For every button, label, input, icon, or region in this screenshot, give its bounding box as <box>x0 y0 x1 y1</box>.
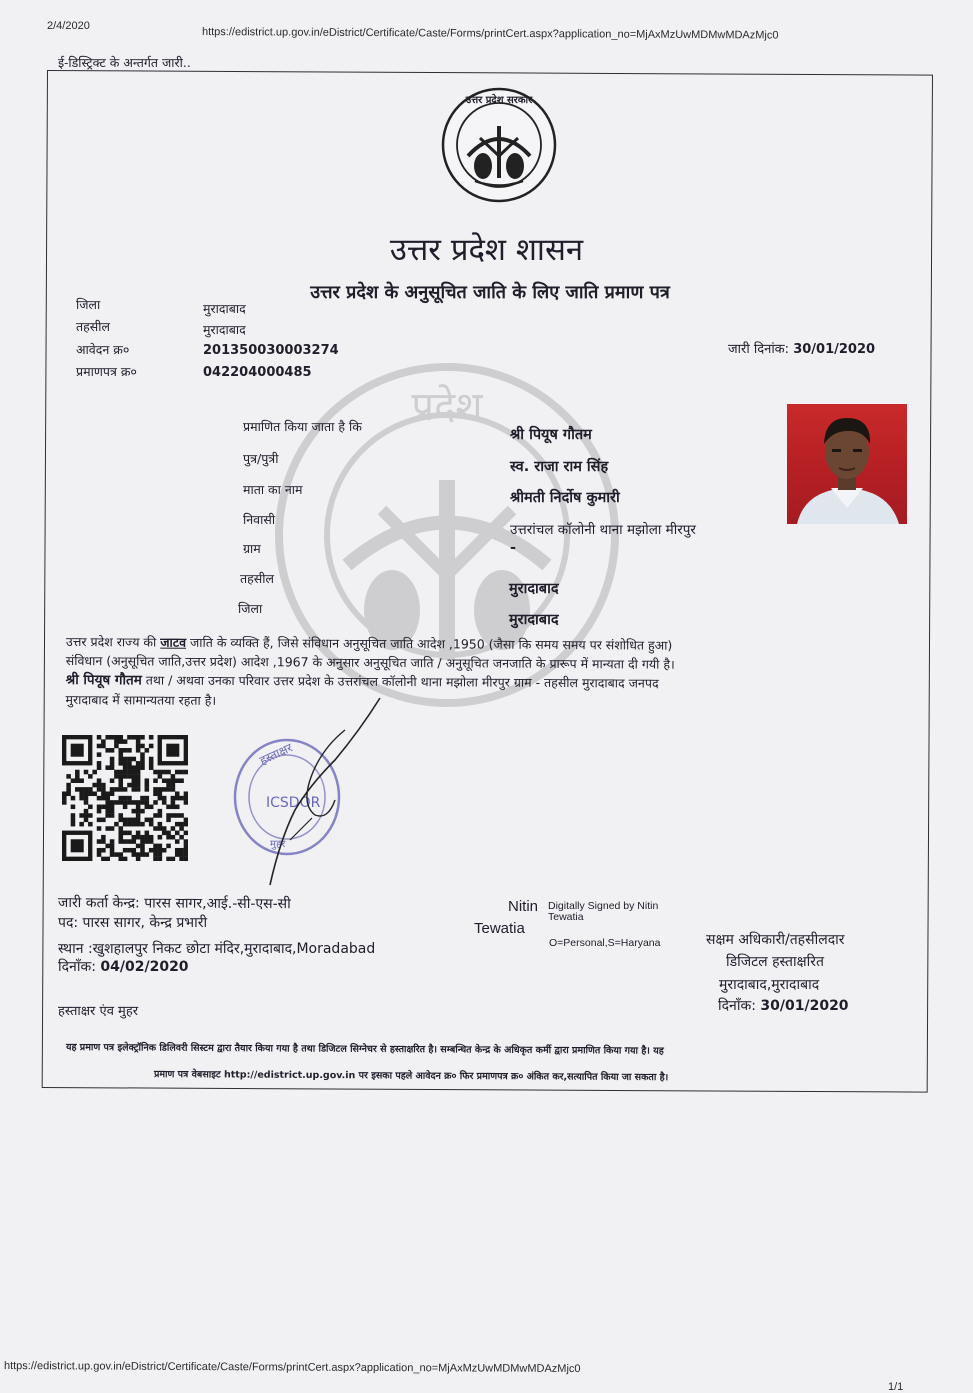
issuer-sign-label: हस्ताक्षर एंव मुहर <box>58 1004 139 1019</box>
detail-value-village: - <box>510 540 517 556</box>
issuer-date-value: 04/02/2020 <box>100 959 189 975</box>
officer-date <box>718 996 849 1015</box>
print-url-bottom[interactable]: https://edistrict.up.gov.in/eDistrict/Certificate/Caste/Forms/printCert.aspx?application_no=MjAxMzUwMDMwMDAzMjc0 <box>3 1360 581 1376</box>
edistrict-note: ई-डिस्ट्रिक्ट के अन्तर्गत जारी.. <box>58 55 191 70</box>
qr-code[interactable] <box>62 735 188 861</box>
issue-date-value: 30/01/2020 <box>793 342 876 357</box>
detail-label-district: जिला <box>238 601 263 616</box>
body-line-1-suffix: जाति के व्यक्ति हैं, जिसे संविधान अनुसूचित जाति आदेश ,1950 (जैसा कि समय समय पर संशोधित हुआ) <box>189 634 673 653</box>
officer-location: मुरादाबाद,मुरादाबाद <box>719 977 820 993</box>
footer-note-line-1: यह प्रमाण पत्र इलेक्ट्रॉनिक डिलिवरी सिस्टम द्वारा तैयार किया गया है तथा डिजिटल सिग्नेचर से हस्ताक्षरित है। सम्बन्धित केन्द्र के अधिकृत कर्मी द्वारा प्रमाणित किया गया है। यह <box>65 1042 664 1057</box>
print-date: 2/4/2020 <box>47 20 90 32</box>
issuer-date <box>58 957 189 976</box>
stamp-text-bottom: मुहर <box>270 839 286 850</box>
digital-sign-name-line2: Tewatia <box>474 920 525 937</box>
tehsil-value: मुरादाबाद <box>203 322 246 337</box>
issue-date <box>728 339 875 357</box>
emblem-text: उत्तर प्रदेश सरकार <box>465 95 533 106</box>
detail-label-tehsil: तहसील <box>240 571 274 586</box>
body-line-1-prefix: उत्तर प्रदेश राज्य की <box>65 633 157 650</box>
certificate-title: उत्तर प्रदेश के अनुसूचित जाति के लिए जाति प्रमाण पत्र <box>310 282 670 303</box>
digital-sign-name-line1: Nitin <box>508 898 539 915</box>
svg-text:प्रदेश: प्रदेश <box>411 384 483 430</box>
officer-sign-type: डिजिटल हस्ताक्षरित <box>726 954 824 970</box>
body-line-3-rest: तथा / अथवा उनका परिवार उत्तर प्रदेश के उत्तरांचल कॉलोनी थाना मझोला मीरपुर ग्राम - तहसील मुरादाबाद जनपद <box>145 672 659 691</box>
page-count: 1/1 <box>888 1381 904 1393</box>
officer-date-label: दिनाँक: <box>718 998 756 1014</box>
detail-label-certified: प्रमाणित किया जाता है कि <box>243 419 362 434</box>
digital-sign-signed-by-2: Tewatia <box>548 911 584 923</box>
detail-label-parent: पुत्र/पुत्री <box>243 451 279 466</box>
stamp-text-top: हस्ताक्षर <box>257 740 295 768</box>
officer-title: सक्षम अधिकारी/तहसीलदार <box>706 932 845 948</box>
detail-label-resident: निवासी <box>243 512 276 527</box>
certificate-body <box>66 632 926 714</box>
body-applicant-name: श्री पियूष गौतम <box>65 671 142 689</box>
caste-name: जाटव <box>160 634 187 650</box>
detail-value-tehsil: मुरादाबाद <box>509 581 559 597</box>
issuer-place: स्थान :खुशहालपुर निकट छोटा मंदिर,मुरादाबाद,Moradabad <box>58 941 376 957</box>
footer-note-line-2: प्रमाण पत्र वेबसाइट http://edistrict.up.gov.in पर इसका पहले आवेदन क्र० फिर प्रमाणपत्र क्र० अंकित कर,सत्यापित किया जा सकता है। <box>153 1069 669 1084</box>
detail-value-district: मुरादाबाद <box>509 612 559 628</box>
detail-label-mother: माता का नाम <box>243 482 303 497</box>
issuer-date-label: दिनाँक: <box>58 959 96 975</box>
applicant-photo <box>787 404 907 524</box>
detail-label-village: ग्राम <box>243 541 261 556</box>
certificate-no-label: प्रमाणपत्र क्र० <box>76 364 137 379</box>
detail-value-name: श्री पियूष गौतम <box>510 427 592 443</box>
detail-value-resident: उत्तरांचल कॉलोनी थाना मझोला मीरपुर <box>510 522 696 538</box>
handwritten-signature-icon <box>240 690 390 890</box>
digital-sign-signed-by: Digitally Signed by Nitin <box>548 900 659 912</box>
stamp-text-mid: ICSDOR <box>266 795 321 811</box>
print-url-top[interactable]: https://edistrict.up.gov.in/eDistrict/Certificate/Caste/Forms/printCert.aspx?application_no=MjAxMzUwMDMwMDAzMjc0 <box>201 26 779 42</box>
application-no-label: आवेदन क्र० <box>76 342 130 357</box>
detail-value-mother: श्रीमती निर्दोष कुमारी <box>510 490 620 506</box>
digital-sign-dn: O=Personal,S=Haryana <box>549 937 661 949</box>
detail-value-father: स्व. राजा राम सिंह <box>510 459 609 475</box>
district-value: मुरादाबाद <box>203 301 246 316</box>
officer-date-value: 30/01/2020 <box>760 998 849 1014</box>
issue-date-label: जारी दिनांक: <box>728 342 790 357</box>
government-title: उत्तर प्रदेश शासन <box>389 232 584 268</box>
person-photo-icon <box>787 404 907 524</box>
body-line-4: मुरादाबाद में सामान्यतया रहता है। <box>65 691 217 708</box>
issuer-centre: जारी कर्ता केन्द्र: पारस सागर,आई.-सी-एस-सी <box>57 895 291 913</box>
issuer-post: पद: पारस सागर, केन्द्र प्रभारी <box>58 915 208 931</box>
application-no-value: 201350030003274 <box>203 343 339 358</box>
body-line-2: संविधान (अनुसूचित जाति,उत्तर प्रदेश) आदेश ,1967 के अनुसार अनुसूचित जाति / अनुसूचित जनजाति के प्रारूप में मान्यता दी गयी है। <box>65 652 675 672</box>
district-label: जिला <box>76 297 101 312</box>
certificate-no-value: 042204000485 <box>203 365 312 380</box>
tehsil-label: तहसील <box>76 319 110 334</box>
